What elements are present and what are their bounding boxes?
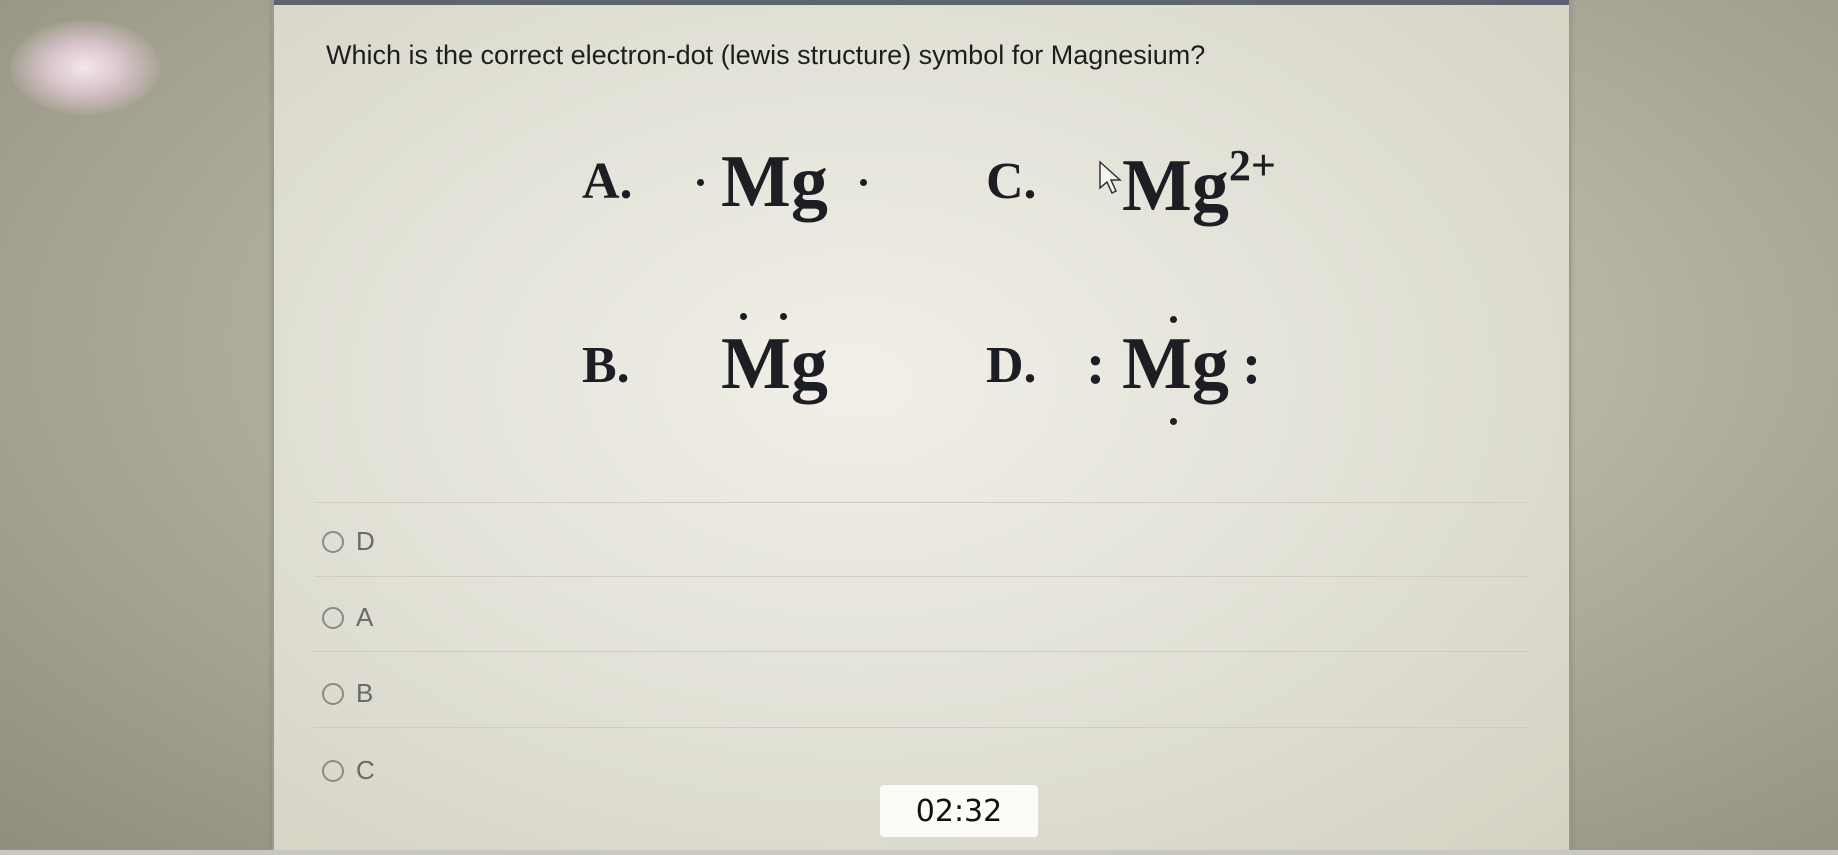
choice-c-symbol [1122, 141, 1276, 229]
choice-a-symbol: Mg [721, 141, 828, 223]
radio-button-icon[interactable] [322, 607, 344, 629]
option-a[interactable] [322, 602, 373, 633]
radio-button-icon[interactable] [322, 760, 344, 782]
screen-bottom-edge [0, 850, 1838, 855]
choice-b-top-dot-2 [780, 313, 787, 320]
choice-c-letter: C. [986, 153, 1037, 210]
screen-glare [10, 20, 160, 115]
radio-button-icon[interactable] [322, 531, 344, 553]
divider [314, 502, 1529, 503]
choice-a-left-dot [697, 179, 704, 186]
choice-d-right-colon: : [1242, 331, 1262, 396]
option-label: B [356, 678, 374, 708]
option-d[interactable] [322, 526, 375, 557]
divider [314, 651, 1529, 652]
quiz-panel [272, 0, 1571, 850]
mouse-pointer-icon [1098, 160, 1124, 196]
choice-a-letter: A. [582, 153, 633, 210]
choice-b-symbol: Mg [721, 323, 828, 405]
choice-b-top-dot-1 [740, 313, 747, 320]
option-label: A [356, 602, 374, 632]
divider [314, 576, 1529, 577]
panel-top-border [274, 0, 1569, 5]
radio-button-icon[interactable] [322, 683, 344, 705]
choice-d-left-colon: : [1086, 331, 1106, 396]
countdown-timer: 02:32 [880, 785, 1038, 837]
divider [314, 727, 1529, 728]
option-label: C [356, 755, 375, 785]
choice-c-symbol-text: Mg [1122, 145, 1229, 227]
choice-d-bottom-dot [1170, 418, 1177, 425]
question-text: Which is the correct electron-dot (lewis structure) symbol for Magnesium? [326, 40, 1206, 70]
choice-a-right-dot [860, 179, 867, 186]
choice-d-symbol: Mg [1122, 323, 1229, 405]
lewis-structure-figure [274, 110, 1569, 440]
option-label: D [356, 526, 375, 556]
option-b[interactable] [322, 678, 373, 709]
choice-c-charge: 2+ [1228, 141, 1276, 190]
choice-d-letter: D. [986, 337, 1037, 394]
choice-b-letter: B. [582, 337, 630, 394]
option-c[interactable] [322, 755, 375, 786]
